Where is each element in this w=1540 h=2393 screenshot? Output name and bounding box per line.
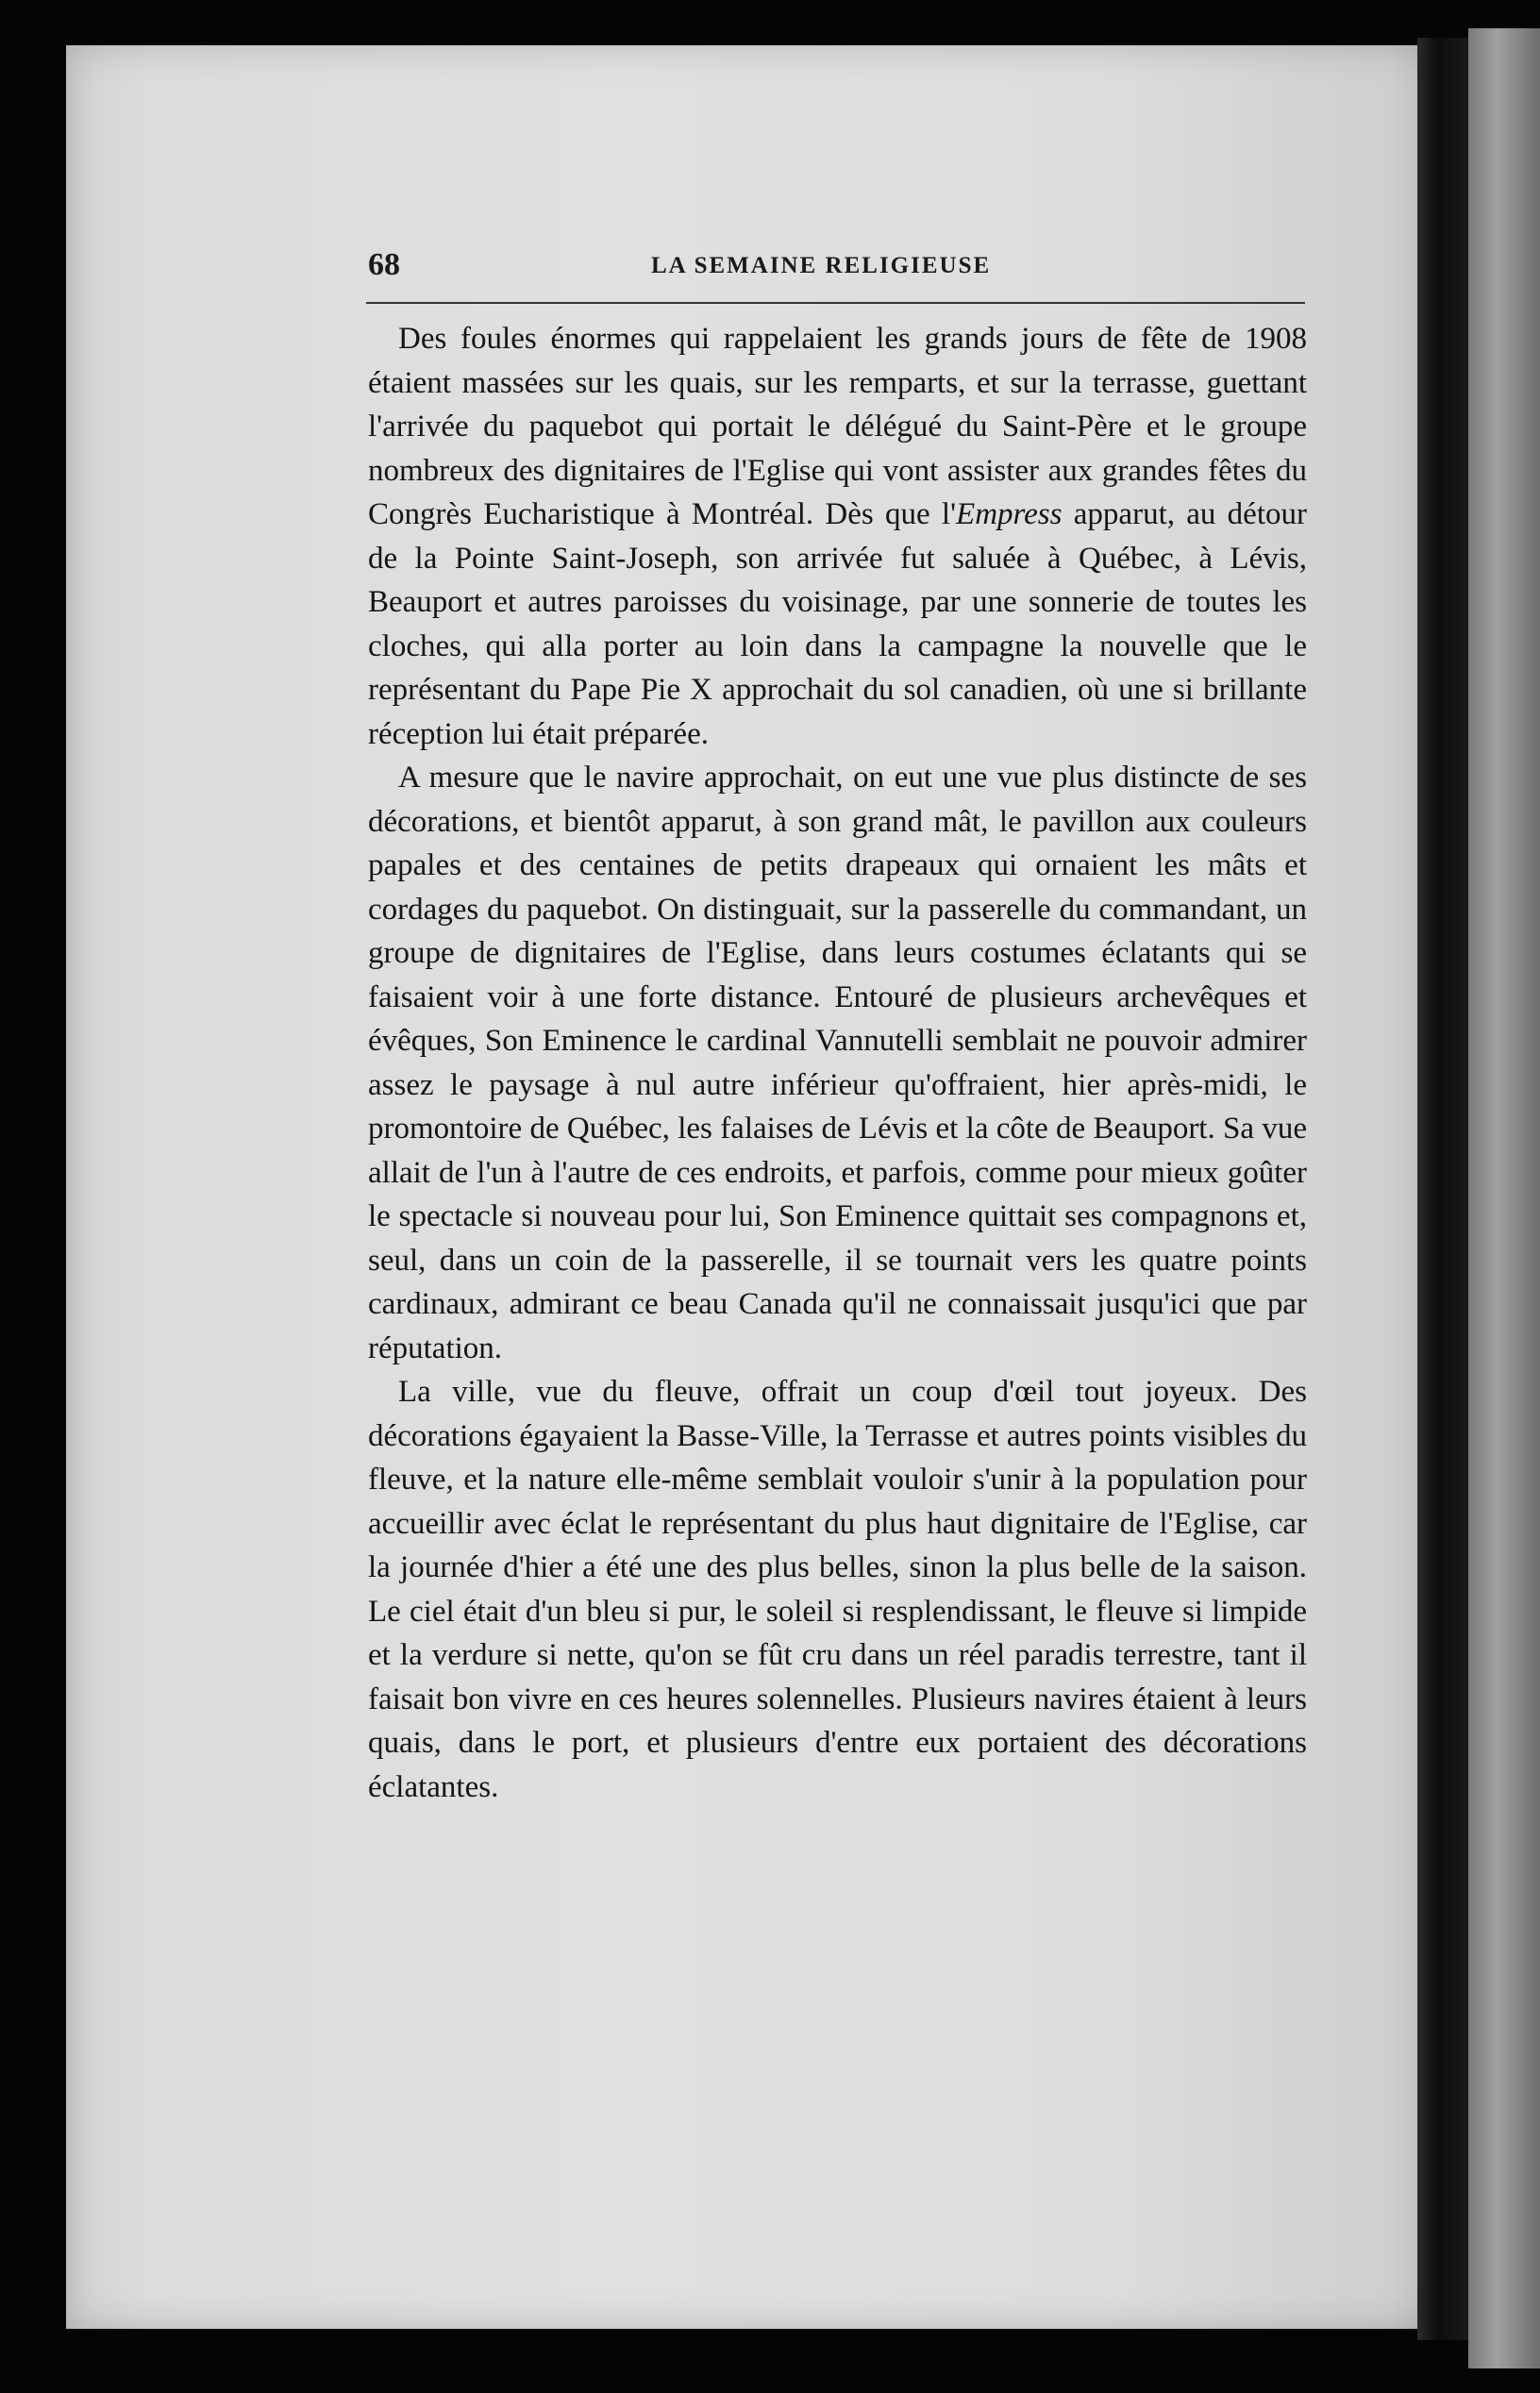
paragraph-1 — [368, 317, 1307, 756]
article-body — [368, 317, 1307, 1809]
paragraph-2: A mesure que le navire approchait, on eut une vue plus distincte de ses décorations, et bientôt apparut, à son grand mât, le pavillon aux couleurs papales et des centaines de petits drapeaux qui ornaient les mâts et cordages du paquebot. On distinguait, sur la passerelle du commandant, un groupe de dignitaires de l'Eglise, dans leurs costumes éclatants qui se faisaient voir à une forte distance. Entouré de plusieurs archevêques et évêques, Son Eminence le cardinal Vannutelli semblait ne pouvoir admirer assez le paysage à nul autre inférieur qu'offraient, hier après-midi, le promontoire de Québec, les falaises de Lévis et la côte de Beauport. Sa vue allait de l'un à l'autre de ces endroits, et parfois, comme pour mieux goûter le spectacle si nouveau pour lui, Son Eminence quittait ses compagnons et, seul, dans un coin de la passerelle, il se tournait vers les quatre points cardinaux, admirant ce beau Canada qu'il ne connaissait jusqu'ici que par réputation. — [368, 761, 1307, 1365]
ship-name-italic: Empress — [956, 497, 1063, 531]
paragraph-1-text-before: Des foules énormes qui rappelaient les grands jours de fête de 1908 étaient massées sur les quais, sur les remparts, et sur la terrasse, guettant l'arrivée du paquebot qui portait le délégué du Saint-Père et le groupe nombreux des dignitaires de l'Eglise qui vont assister aux grandes fêtes du Congrès Eucharistique à Montréal. Dès que l' — [368, 322, 1307, 531]
page-number: 68 — [368, 247, 400, 282]
running-head: LA SEMAINE RELIGIEUSE — [651, 253, 992, 278]
paragraph-1-text-after: apparut, au détour de la Pointe Saint-Joseph, son arrivée fut saluée à Québec, à Lévis, Beauport et autres paroisses du voisinage, par une sonnerie de toutes les cloches, qui alla porter au loin dans la campagne la nouvelle que le représentant du Pape Pie X approchait du sol canadien, où une si brillante réception lui était préparée. — [368, 497, 1307, 751]
page-header — [368, 247, 1312, 293]
header-rule — [366, 302, 1305, 304]
paragraph-3: La ville, vue du fleuve, offrait un coup d'œil tout joyeux. Des décorations égayaient la Basse-Ville, la Terrasse et autres points visibles du fleuve, et la nature elle-même semblait vouloir s'unir à la population pour accueillir avec éclat le représentant du plus haut dignitaire de l'Eglise, car la journée d'hier a été une des plus belles, sinon la plus belle de la saison. Le ciel était d'un bleu si pur, le soleil si resplendissant, le fleuve si limpide et la verdure si nette, qu'on se fût cru dans un réel paradis terrestre, tant il faisait bon vivre en ces heures solennelles. Plusieurs navires étaient à leurs quais, dans le port, et plusieurs d'entre eux portaient des décorations éclatantes. — [368, 1375, 1307, 1804]
adjacent-page-edge — [1468, 28, 1540, 2368]
book-binding-shadow — [1417, 38, 1468, 2340]
